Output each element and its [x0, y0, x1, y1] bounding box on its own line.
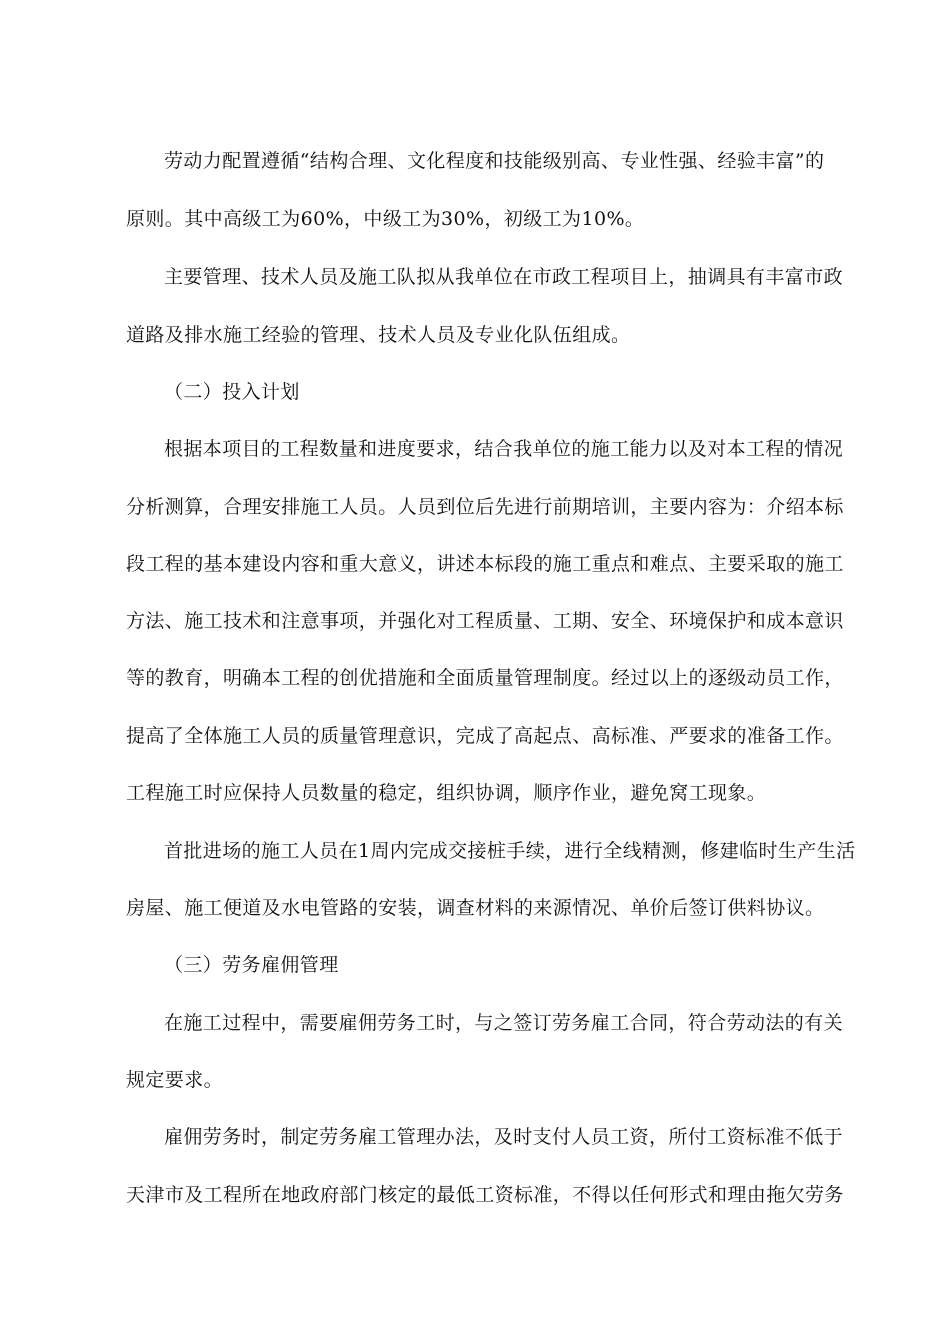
- paragraph-line: 原则。其中高级工为60%，中级工为30%，初级工为10%。: [126, 208, 645, 230]
- section-heading: （二）投入计划: [164, 381, 300, 403]
- paragraph-line: 提高了全体施工人员的质量管理意识，完成了高起点、高标准、严要求的准备工作。: [126, 725, 844, 747]
- paragraph-line: 等的教育，明确本工程的创优措施和全面质量管理制度。经过以上的逐级动员工作，: [126, 667, 844, 689]
- paragraph-line: 段工程的基本建设内容和重大意义，讲述本标段的施工重点和难点、主要采取的施工: [126, 553, 844, 575]
- paragraph-line: 劳动力配置遵循“结构合理、文化程度和技能级别高、专业性强、经验丰富”的: [164, 150, 825, 172]
- paragraph-line: 道路及排水施工经验的管理、技术人员及专业化队伍组成。: [126, 324, 631, 346]
- paragraph-line: 首批进场的施工人员在1周内完成交接桩手续，进行全线精测，修建临时生产生活: [164, 840, 856, 862]
- paragraph-line: 方法、施工技术和注意事项，并强化对工程质量、工期、安全、环境保护和成本意识: [126, 610, 844, 632]
- paragraph-line: 雇佣劳务时，制定劳务雇工管理办法，及时支付人员工资，所付工资标准不低于: [164, 1126, 844, 1148]
- paragraph-line: 规定要求。: [126, 1069, 224, 1091]
- paragraph-line: 主要管理、技术人员及施工队拟从我单位在市政工程项目上，抽调具有丰富市政: [164, 266, 844, 288]
- paragraph-line: 分析测算，合理安排施工人员。人员到位后先进行前期培训，主要内容为：介绍本标: [126, 496, 844, 518]
- paragraph-line: 工程施工时应保持人员数量的稳定，组织协调，顺序作业，避免窝工现象。: [126, 782, 767, 804]
- paragraph-line: 根据本项目的工程数量和进度要求，结合我单位的施工能力以及对本工程的情况: [164, 438, 844, 460]
- paragraph-line: 房屋、施工便道及水电管路的安装，调查材料的来源情况、单价后签订供料协议。: [126, 897, 825, 919]
- paragraph-line: 在施工过程中，需要雇佣劳务工时，与之签订劳务雇工合同，符合劳动法的有关: [164, 1012, 844, 1034]
- paragraph-line: 天津市及工程所在地政府部门核定的最低工资标准，不得以任何形式和理由拖欠劳务: [126, 1184, 844, 1206]
- section-heading: （三）劳务雇佣管理: [164, 954, 339, 976]
